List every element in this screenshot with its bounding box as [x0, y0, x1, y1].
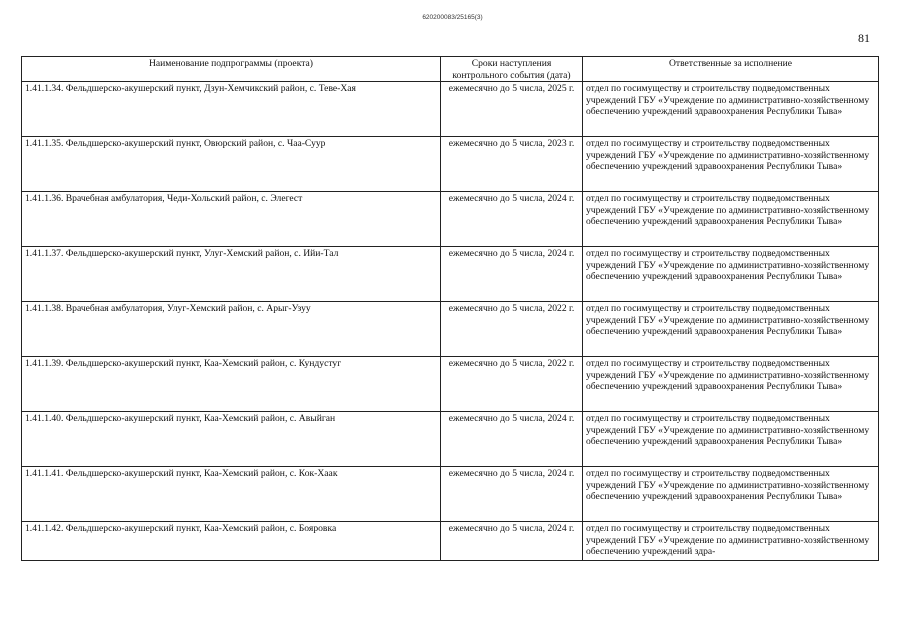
row-deadline-cell: ежемесячно до 5 числа, 2025 г. [441, 82, 583, 137]
table-row [22, 357, 879, 412]
row-name-cell: 1.41.1.40. Фельдшерско-акушерский пункт, Каа-Хемский район, с. Авыйган [22, 412, 441, 467]
row-responsible-cell: отдел по госимуществу и строительству подведомственных учреждений ГБУ «Учреждение по административно-хозяйственному обеспечению учреждений здравоохранения Республики Тыва» [583, 412, 879, 467]
row-name-cell: 1.41.1.35. Фельдшерско-акушерский пункт, Овюрский район, с. Чаа-Суур [22, 137, 441, 192]
row-responsible-cell: отдел по госимуществу и строительству подведомственных учреждений ГБУ «Учреждение по административно-хозяйственному обеспечению учреждений здравоохранения Республики Тыва» [583, 137, 879, 192]
row-responsible-text: отдел по госимуществу и строительству подведомственных учреждений ГБУ «Учреждение по административно-хозяйственному обеспечению учреждений здра- [586, 523, 870, 558]
column-header-deadline: Сроки наступления контрольного события (дата) [441, 57, 583, 82]
table-row [22, 412, 879, 467]
row-name-cell: 1.41.1.41. Фельдшерско-акушерский пункт, Каа-Хемский район, с. Кок-Хаак [22, 467, 441, 522]
row-name-cell: 1.41.1.34. Фельдшерско-акушерский пункт, Дзун-Хемчикский район, с. Теве-Хая [22, 82, 441, 137]
row-deadline-cell: ежемесячно до 5 числа, 2024 г. [441, 247, 583, 302]
row-responsible-cell: отдел по госимуществу и строительству подведомственных учреждений ГБУ «Учреждение по административно-хозяйственному обеспечению учреждений здравоохранения Республики Тыва» [583, 357, 879, 412]
table-row [22, 522, 879, 561]
row-responsible-cell [583, 522, 879, 561]
schedule-table [21, 56, 879, 561]
row-deadline-cell: ежемесячно до 5 числа, 2024 г. [441, 192, 583, 247]
table-row [22, 137, 879, 192]
row-deadline-cell: ежемесячно до 5 числа, 2024 г. [441, 412, 583, 467]
table-row [22, 467, 879, 522]
row-name-cell: 1.41.1.36. Врачебная амбулатория, Чеди-Хольский район, с. Элегест [22, 192, 441, 247]
document-id: 620200083/25165(3) [422, 14, 483, 21]
row-responsible-cell: отдел по госимуществу и строительству подведомственных учреждений ГБУ «Учреждение по административно-хозяйственному обеспечению учреждений здравоохранения Республики Тыва» [583, 467, 879, 522]
row-deadline-cell: ежемесячно до 5 числа, 2023 г. [441, 137, 583, 192]
row-name-cell: 1.41.1.37. Фельдшерско-акушерский пункт, Улуг-Хемский район, с. Ийи-Тал [22, 247, 441, 302]
row-deadline-cell: ежемесячно до 5 числа, 2024 г. [441, 522, 583, 561]
row-responsible-cell: отдел по госимуществу и строительству подведомственных учреждений ГБУ «Учреждение по административно-хозяйственному обеспечению учреждений здравоохранения Республики Тыва» [583, 82, 879, 137]
row-responsible-cell: отдел по госимуществу и строительству подведомственных учреждений ГБУ «Учреждение по административно-хозяйственному обеспечению учреждений здравоохранения Республики Тыва» [583, 247, 879, 302]
row-responsible-cell: отдел по госимуществу и строительству подведомственных учреждений ГБУ «Учреждение по административно-хозяйственному обеспечению учреждений здравоохранения Республики Тыва» [583, 302, 879, 357]
column-header-responsible: Ответственные за исполнение [583, 57, 879, 82]
row-name-cell: 1.41.1.38. Врачебная амбулатория, Улуг-Хемский район, с. Арыг-Узуу [22, 302, 441, 357]
row-responsible-cell: отдел по госимуществу и строительству подведомственных учреждений ГБУ «Учреждение по административно-хозяйственному обеспечению учреждений здравоохранения Республики Тыва» [583, 192, 879, 247]
table-header-row [22, 57, 879, 82]
table-row [22, 302, 879, 357]
table-row [22, 82, 879, 137]
row-deadline-cell: ежемесячно до 5 числа, 2022 г. [441, 357, 583, 412]
table-row [22, 247, 879, 302]
row-name-cell: 1.41.1.39. Фельдшерско-акушерский пункт, Каа-Хемский район, с. Кундустуг [22, 357, 441, 412]
table-row [22, 192, 879, 247]
page-number: 81 [858, 31, 870, 45]
row-deadline-cell: ежемесячно до 5 числа, 2022 г. [441, 302, 583, 357]
row-name-cell: 1.41.1.42. Фельдшерско-акушерский пункт, Каа-Хемский район, с. Бояровка [22, 522, 441, 561]
row-deadline-cell: ежемесячно до 5 числа, 2024 г. [441, 467, 583, 522]
column-header-name: Наименование подпрограммы (проекта) [22, 57, 441, 82]
